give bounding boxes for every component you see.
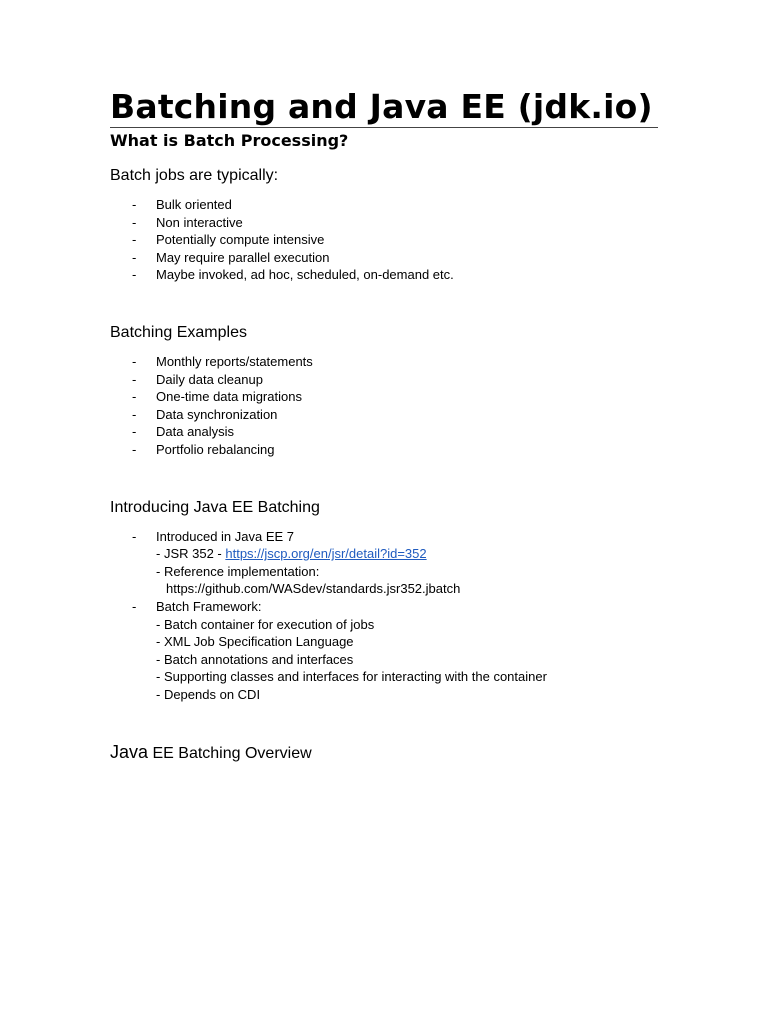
- bullet-dash: -: [132, 389, 137, 405]
- heading-first-word: Java: [110, 742, 149, 763]
- bullet-dash: -: [132, 528, 137, 544]
- heading-rest: EE Batching Overview: [148, 745, 312, 763]
- section-heading-introducing-java-ee-batching: Introducing Java EE Batching: [110, 498, 320, 516]
- bullet-dash: -: [132, 424, 137, 440]
- list-item-text: Maybe invoked, ad hoc, scheduled, on-demand etc.: [156, 267, 454, 283]
- framework-subitem: - Supporting classes and interfaces for interacting with the container: [156, 669, 547, 685]
- section-heading-batching-examples: Batching Examples: [110, 323, 247, 341]
- batching-examples-list: [110, 353, 658, 459]
- list-item-text: Data synchronization: [156, 406, 278, 422]
- bullet-dash: -: [132, 267, 137, 283]
- reference-implementation-url: https://github.com/WASdev/standards.jsr352.jbatch: [166, 581, 461, 597]
- bullet-dash: -: [132, 598, 137, 614]
- jsr-line: [156, 545, 658, 563]
- list-item: [110, 249, 658, 267]
- bullet-dash: -: [132, 353, 137, 369]
- jsr-prefix: - JSR 352 -: [156, 546, 226, 562]
- list-item-text: Monthly reports/statements: [156, 353, 313, 369]
- list-item: [110, 231, 658, 249]
- list-item-text: Batch Framework:: [156, 598, 262, 614]
- list-item-text: Daily data cleanup: [156, 371, 263, 387]
- list-item: [110, 214, 658, 232]
- list-item: [110, 423, 658, 441]
- list-item-text: May require parallel execution: [156, 249, 330, 265]
- section-heading-batch-jobs: Batch jobs are typically:: [110, 167, 279, 184]
- framework-subitem: - XML Job Specification Language: [156, 634, 354, 650]
- bullet-dash: -: [132, 197, 137, 212]
- list-item: [110, 441, 658, 459]
- bullet-dash: -: [132, 232, 137, 248]
- list-item: [110, 196, 658, 214]
- introducing-batching-list: [110, 528, 658, 704]
- list-item: [110, 388, 658, 406]
- list-item: [110, 528, 658, 598]
- list-item-text: Portfolio rebalancing: [156, 441, 275, 457]
- subtitle: What is Batch Processing?: [110, 131, 349, 150]
- reference-implementation-label: - Reference implementation:: [156, 563, 320, 579]
- list-item: [110, 371, 658, 389]
- bullet-dash: -: [132, 406, 137, 422]
- framework-subitem: - Batch container for execution of jobs: [156, 616, 375, 632]
- framework-subitem: - Depends on CDI: [156, 686, 261, 702]
- list-item-text: Data analysis: [156, 424, 235, 440]
- document-content: [110, 86, 658, 765]
- list-item: [110, 266, 658, 284]
- bullet-dash: -: [132, 371, 137, 387]
- list-item: [110, 598, 658, 704]
- bullet-dash: -: [132, 441, 137, 457]
- bullet-dash: -: [132, 214, 137, 230]
- section-heading-batching-overview: [110, 741, 658, 765]
- batch-jobs-list: [110, 196, 658, 284]
- list-item-text: Non interactive: [156, 214, 243, 230]
- list-item: [110, 353, 658, 371]
- page-title: Batching and Java EE (jdk.io): [110, 86, 658, 128]
- list-item-text: Introduced in Java EE 7: [156, 528, 295, 544]
- list-item-text: Potentially compute intensive: [156, 232, 325, 248]
- list-item: [110, 406, 658, 424]
- list-item-text: One-time data migrations: [156, 389, 302, 405]
- bullet-dash: -: [132, 249, 137, 265]
- framework-subitem: - Batch annotations and interfaces: [156, 651, 354, 667]
- jsr-352-link[interactable]: https://jscp.org/en/jsr/detail?id=352: [225, 546, 427, 562]
- list-item-text: Bulk oriented: [156, 197, 232, 212]
